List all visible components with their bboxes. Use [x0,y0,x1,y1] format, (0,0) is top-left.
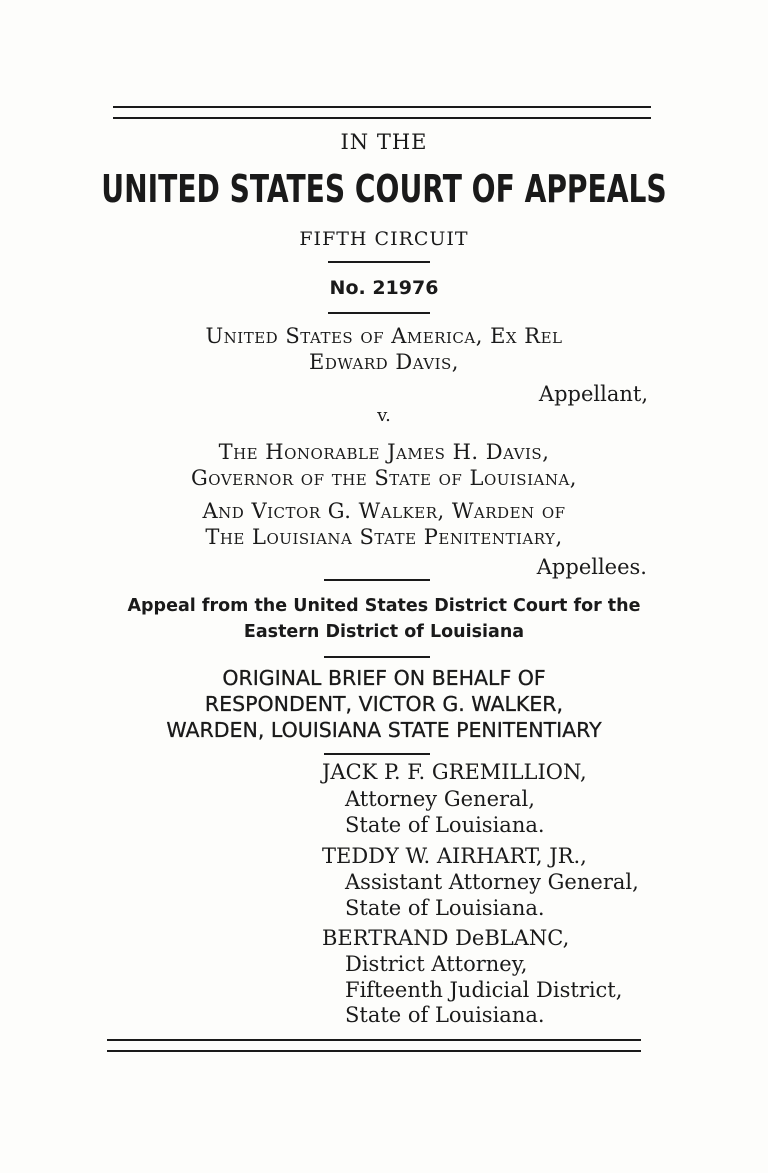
appeal-line-1: Appeal from the United States District Court for the [127,596,641,616]
court-title: UNITED STATES COURT OF APPEALS [101,167,667,211]
attorney-3-title-2: Fifteenth Judicial District, [345,978,623,1002]
bottom-rule-1 [107,1039,641,1041]
appellee-line-4: The Louisiana State Penitentiary, [205,525,563,549]
attorney-3-title: District Attorney, [345,952,528,976]
appellee-line-2: Governor of the State of Louisiana, [191,466,577,490]
rule-under-appeal [324,656,430,658]
top-rule-1 [113,106,651,108]
appellee-line-3: And Victor G. Walker, Warden of [202,499,566,523]
bottom-rule-2 [107,1050,641,1052]
appellee-line-1: The Honorable James H. Davis, [218,440,550,464]
attorney-1-title: Attorney General, [345,787,535,811]
in-the-heading: IN THE [340,130,428,154]
brief-title-line-2: RESPONDENT, VICTOR G. WALKER, [204,692,564,716]
attorney-2-title: Assistant Attorney General, [345,870,639,894]
appellee-role: Appellees. [536,555,647,579]
brief-title-line-3: WARDEN, LOUISIANA STATE PENITENTIARY [166,718,602,742]
attorney-3-jurisdiction: State of Louisiana. [345,1003,545,1027]
attorney-3-name: BERTRAND DeBLANC, [322,926,570,950]
rule-under-circuit [328,261,430,263]
rule-under-appellees [324,579,430,581]
appeal-line-2: Eastern District of Louisiana [243,622,525,642]
rule-under-brief-title [324,753,430,755]
attorney-2-jurisdiction: State of Louisiana. [345,896,545,920]
case-number: No. 21976 [329,277,439,299]
appellant-role: Appellant, [538,382,648,406]
appellant-line-1: United States of America, Ex Rel [205,324,563,348]
attorney-1-name: JACK P. F. GREMILLION, [322,760,587,784]
rule-under-case-number [328,312,430,314]
attorney-1-jurisdiction: State of Louisiana. [345,813,545,837]
brief-title-line-1: ORIGINAL BRIEF ON BEHALF OF [222,666,546,690]
circuit-heading: FIFTH CIRCUIT [299,228,469,250]
appellant-line-2: Edward Davis, [309,350,459,374]
versus: v. [377,405,391,426]
top-rule-2 [113,117,651,119]
attorney-2-name: TEDDY W. AIRHART, JR., [322,844,587,868]
